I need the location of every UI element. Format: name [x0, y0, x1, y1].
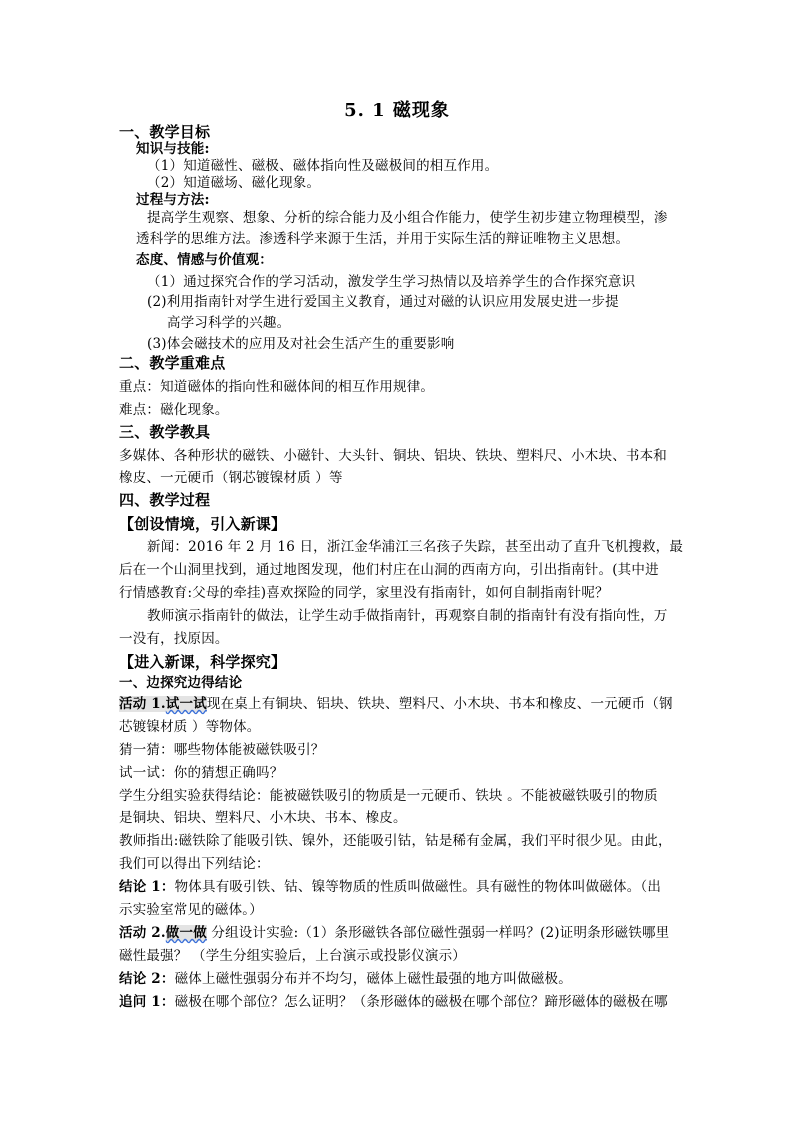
conclusion-1-line-2: 示实验室常见的磁体。） [119, 902, 263, 918]
key-point: 重点：知道磁体的指向性和磁体间的相互作用规律。 [119, 379, 435, 395]
activity-2-line-2: 磁性最强？ （学生分组实验后，上台演示或投影仪演示） [119, 948, 466, 964]
conclusion-2-text: 磁体上磁性强弱分布并不均匀，磁体上磁性最强的地方叫做磁极。 [174, 971, 572, 987]
activity-2-text: 分组设计实验:（1）条形磁铁各部位磁性强弱一样吗？(2)证明条形磁铁哪里 [206, 925, 670, 941]
conclusion-1-text: 物体具有吸引铁、钴、镍等物质的性质叫做磁性。具有磁性的物体叫做磁体。（出 [174, 879, 662, 895]
attitude-item-2: (2)利用指南针对学生进行爱国主义教育，通过对磁的认识应用发展史进一步提 [147, 294, 619, 310]
process-label: 过程与方法: [136, 192, 210, 208]
section-heading-tools: 三、教学教具 [119, 423, 211, 441]
activity-1-text: 现在桌上有铜块、铝块、铁块、塑料尺、小木块、书本和橡皮、一元硬币（钢 [206, 696, 673, 712]
attitude-item-1: （1）通过探究合作的学习活动，激发学生学习热情以及培养学生的合作探究意识 [147, 274, 636, 290]
question-1-label: 追问 1： [119, 994, 175, 1010]
knowledge-item-2: （2）知道磁场、磁化现象。 [147, 175, 321, 191]
try-line: 试一试：你的猜想正确吗？ [119, 765, 284, 781]
guess-line: 猜一猜：哪些物体能被磁铁吸引？ [119, 742, 325, 758]
news-line-2: 后在一个山洞里找到，通过地图发现，他们村庄在山洞的西南方向，引出指南针。(其中进 [119, 562, 659, 578]
subheading-explore: 一、边探究边得结论 [119, 675, 243, 691]
new-lesson-heading: 【进入新课，科学探究】 [119, 653, 287, 671]
activity-2-label: 活动 2. [119, 925, 166, 941]
tools-line-1: 多媒体、各种形状的磁铁、小磁针、大头针、铜块、铝块、铁块、塑料尺、小木块、书本和 [119, 448, 667, 464]
teacher-note-line-2: 我们可以得出下列结论： [119, 856, 270, 872]
tools-line-2: 橡皮、一元硬币（钢芯镀镍材质 ）等 [119, 470, 343, 486]
difficult-point: 难点：磁化现象。 [119, 402, 229, 418]
conclusion-1-label: 结论 1： [119, 879, 175, 895]
section-heading-process: 四、教学过程 [119, 491, 211, 509]
attitude-item-3: (3)体会磁技术的应用及对社会生活产生的重要影响 [147, 336, 455, 352]
attitude-item-2-cont: 高学习科学的兴趣。 [167, 315, 291, 331]
question-1-text: 磁极在哪个部位？怎么证明？（条形磁体的磁极在哪个部位？蹄形磁体的磁极在哪 [174, 994, 668, 1010]
conclusion-2-line [119, 969, 572, 989]
section-heading-key-points: 二、教学重难点 [119, 354, 226, 372]
conclusion-2-label: 结论 2： [119, 971, 175, 987]
knowledge-item-1: （1）知道磁性、磁极、磁体指向性及磁极间的相互作用。 [147, 158, 499, 174]
page-title: 5. 1 磁现象 [344, 100, 450, 121]
teacher-note-line-1: 教师指出:磁铁除了能吸引铁、镍外，还能吸引钴，钴是稀有金属，我们平时很少见。由此， [119, 833, 672, 849]
demo-line-2: 一没有，找原因。 [119, 631, 229, 647]
activity-2-do: 做一做 [165, 925, 207, 941]
attitude-label: 态度、情感与价值观： [136, 252, 273, 268]
activity-1-line-1 [119, 694, 673, 714]
news-line-3: 行情感教育:父母的牵挂)喜欢探险的同学，家里没有指南针，如何自制指南针呢？ [119, 585, 609, 601]
group-result-line-1: 学生分组实验获得结论：能被磁铁吸引的物质是一元硬币、铁块 。不能被磁铁吸引的物质 [119, 788, 658, 804]
knowledge-label: 知识与技能: [136, 141, 210, 157]
conclusion-1-line-1 [119, 877, 661, 897]
activity-2-line-1 [119, 923, 669, 943]
news-line-1: 新闻：2016 年 2 月 16 日，浙江金华浦江三名孩子失踪，甚至出动了直升飞机搜救，最 [147, 539, 684, 555]
demo-line-1: 教师演示指南针的做法，让学生动手做指南针，再观察自制的指南针有没有指向性，万 [147, 608, 668, 624]
activity-1-try: 试一试 [165, 696, 207, 712]
group-result-line-2: 是铜块、铝块、塑料尺、小木块、书本、橡皮。 [119, 810, 407, 826]
section-heading-objectives: 一、教学目标 [119, 123, 211, 141]
process-text-2: 透科学的思维方法。渗透科学来源于生活，并用于实际生活的辩证唯物主义思想。 [136, 231, 630, 247]
process-text-1: 提高学生观察、想象、分析的综合能力及小组合作能力，使学生初步建立物理模型，渗 [147, 210, 668, 226]
scene-heading: 【创设情境，引入新课】 [119, 515, 287, 533]
activity-1-label: 活动 1. [119, 696, 166, 712]
activity-1-line-2: 芯镀镍材质 ）等物体。 [119, 719, 261, 735]
question-1-line [119, 992, 668, 1012]
